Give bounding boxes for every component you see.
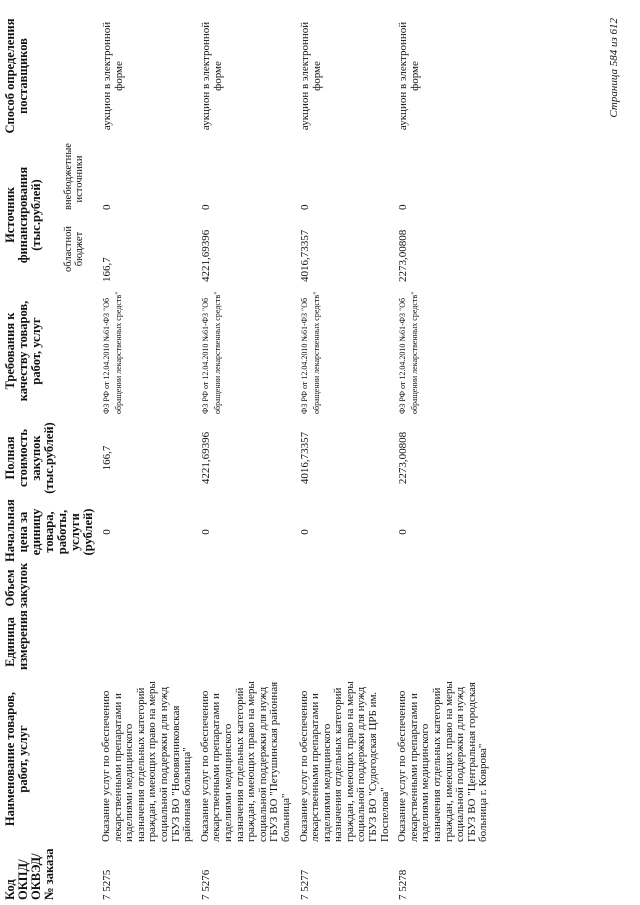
row-code xyxy=(196,845,295,903)
row-code xyxy=(295,845,394,903)
row-unit-price: 0 xyxy=(298,529,311,535)
table-row xyxy=(393,7,492,903)
row-funding-extra: 0 xyxy=(298,204,311,210)
row-prefix: 7 xyxy=(101,894,113,900)
procurement-table xyxy=(2,7,492,903)
header-volume: Объем закупок xyxy=(3,562,30,608)
row-volume xyxy=(97,565,196,611)
row-requirements: ФЗ РФ от 12.04.2010 №61-ФЗ "Об обращении лекарственных средств" xyxy=(398,291,420,414)
row-volume xyxy=(295,565,394,611)
row-method: аукцион в электронной форме xyxy=(298,21,323,131)
header-code: Код ОКПД/ ОКВЭД/ № заказа xyxy=(3,848,56,900)
header-row xyxy=(2,7,61,903)
table-row xyxy=(97,7,196,903)
table-row xyxy=(295,7,394,903)
row-name: Оказание услуг по обеспечению лекарственными препаратами и изделиями медицинского назначения отдельных категорий граждан, имеющих право на меры социальной поддержки для нужд ГБУЗ ВО "Петушинская районная больница" xyxy=(198,681,292,842)
row-number: 5276 xyxy=(199,869,212,892)
row-funding-regional: 4016,73357 xyxy=(298,229,311,282)
header-requirements: Требования к качеству товаров, работ, услуг xyxy=(3,300,43,402)
row-name: Оказание услуг по обеспечению лекарственными препаратами и изделиями медицинского назначения отдельных категорий граждан, имеющих право на меры социальной поддержки для нужд ГБУЗ ВО "Судогодская ЦРБ им. Поспелова" xyxy=(297,681,391,842)
row-prefix: 7 xyxy=(199,894,212,900)
row-funding-regional: 166,7 xyxy=(101,257,113,282)
row-volume xyxy=(196,565,295,611)
row-number: 5278 xyxy=(397,869,410,892)
row-funding-extra: 0 xyxy=(397,204,410,210)
row-total-cost: 166,7 xyxy=(101,445,113,471)
row-total-cost: 2273,00808 xyxy=(397,431,410,485)
row-requirements: ФЗ РФ от 12.04.2010 №61-ФЗ "Об обращении лекарственных средств" xyxy=(102,291,123,414)
row-name: Оказание услуг по обеспечению лекарственными препаратами и изделиями медицинского назначения отдельных категорий граждан, имеющих право на меры социальной поддержки для нужд ГБУЗ ВО "Центральная городская больница г. Коврова" xyxy=(396,681,490,842)
row-unit xyxy=(97,611,196,673)
row-name: Оказание услуг по обеспечению лекарственными препаратами и изделиями медицинского назначения отдельных категорий граждан, имеющих право на меры социальной поддержки для нужд ГБУЗ ВО "Нововязниковская районная больница" xyxy=(100,681,194,842)
row-total-cost: 4221,69396 xyxy=(199,431,212,485)
row-prefix: 7 xyxy=(298,894,311,900)
header-total-cost: Полная стоимость закупок (тыс.рублей) xyxy=(3,422,56,494)
header-method: Способ определения поставщиков xyxy=(3,18,30,134)
header-name: Наименование товаров, работ, услуг xyxy=(3,691,30,827)
row-code xyxy=(393,845,492,903)
row-volume xyxy=(393,565,492,611)
header-funding: Источник финансирования (тыс.рублей) xyxy=(3,166,43,264)
row-total-cost: 4016,73357 xyxy=(298,431,311,485)
row-requirements: ФЗ РФ от 12.04.2010 №61-ФЗ "Об обращении лекарственных средств" xyxy=(200,291,222,414)
row-unit xyxy=(196,611,295,673)
row-code xyxy=(97,845,196,903)
table-row xyxy=(196,7,295,903)
row-unit-price: 0 xyxy=(397,529,410,535)
row-requirements: ФЗ РФ от 12.04.2010 №61-ФЗ "Об обращении лекарственных средств" xyxy=(299,291,321,414)
row-unit xyxy=(295,611,394,673)
header-unit: Единица измерения xyxy=(3,610,30,670)
row-unit-price: 0 xyxy=(101,529,113,535)
header-funding-regional: областной бюджет xyxy=(63,226,86,272)
header-funding-extra: внебюджетные источники xyxy=(63,143,86,210)
row-number: 5275 xyxy=(101,869,113,892)
row-funding-regional: 2273,00808 xyxy=(397,229,410,282)
row-funding-regional: 4221,69396 xyxy=(199,229,212,282)
row-funding-extra: 0 xyxy=(199,204,212,210)
row-number: 5277 xyxy=(298,869,311,892)
page-number: Страница 584 из 612 xyxy=(608,18,620,118)
header-unit-price: Начальная цена за единицу товара, работы, услуги (рублей) xyxy=(3,499,95,562)
row-unit-price: 0 xyxy=(199,529,212,535)
row-method: аукцион в электронной форме xyxy=(397,21,422,131)
row-method: аукцион в электронной форме xyxy=(101,21,125,131)
row-funding-extra: 0 xyxy=(101,204,113,210)
row-method: аукцион в электронной форме xyxy=(199,21,224,131)
row-unit xyxy=(393,611,492,673)
row-prefix: 7 xyxy=(397,894,410,900)
